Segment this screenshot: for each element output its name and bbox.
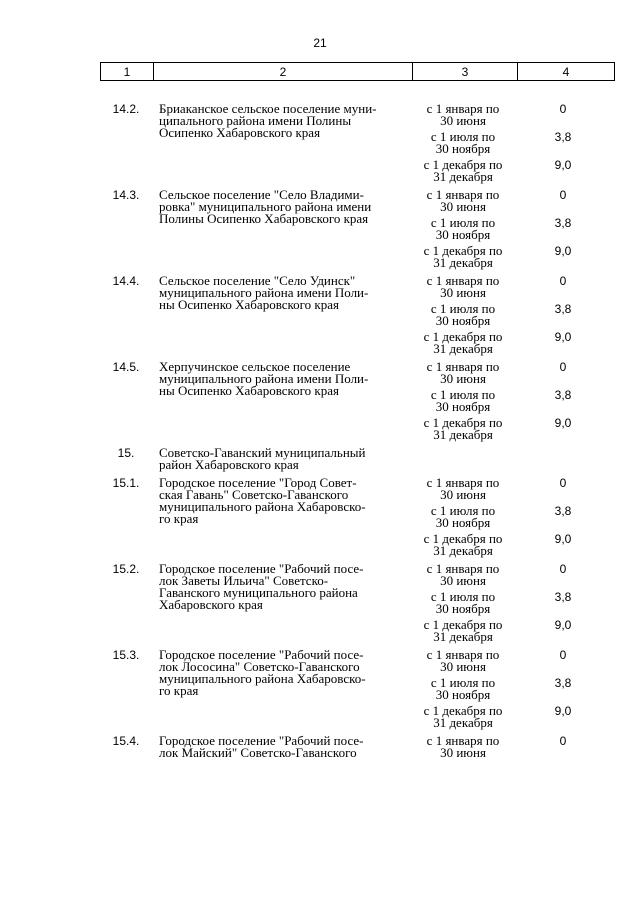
period-label-line: 30 ноября [435,687,491,702]
settlement-name [152,361,411,397]
period-label-line: 30 июня [440,371,486,386]
settlement-name-line: Херпучинское сельское поселение [159,359,351,374]
table-row [100,361,610,441]
period-label [411,389,515,413]
period-list [411,103,611,183]
column-number-1: 1 [101,63,154,81]
table-row [100,477,610,557]
settlement-name [152,189,411,225]
settlement-name-line: го края [159,511,199,526]
period-label-line: с 1 января по [426,273,500,288]
period-row [411,591,611,615]
rate-value: 9,0 [554,532,572,546]
period-label-line: с 1 июля по [430,215,496,230]
rate-value: 3,8 [554,590,572,604]
period-label [411,477,515,501]
period-label-line: с 1 января по [426,561,500,576]
period-label [411,217,515,241]
settlement-name-line: Полины Осипенко Хабаровского края [159,211,369,226]
table-row [100,735,610,759]
period-row [411,389,611,413]
period-label-line: 31 декабря [433,169,493,184]
period-row [411,361,611,385]
row-number: 15. [117,446,135,460]
period-label-line: с 1 декабря по [423,329,503,344]
row-number: 14.4. [112,274,140,288]
period-list [411,735,611,759]
period-label-line: с 1 декабря по [423,157,503,172]
period-label-line: с 1 декабря по [423,415,503,430]
period-row [411,245,611,269]
period-list [411,361,611,441]
period-row [411,275,611,299]
table-body [100,103,610,765]
period-label-line: 30 июня [440,285,486,300]
period-label [411,417,515,441]
rate-value: 0 [559,734,567,748]
row-number: 15.2. [112,562,140,576]
settlement-name-line: Хабаровского края [159,597,263,612]
settlement-name [152,563,411,611]
page-number: 21 [313,36,327,50]
table-header [100,62,615,81]
period-row [411,217,611,241]
column-number-2: 2 [154,63,413,81]
rate-value: 9,0 [554,704,572,718]
rate-value: 3,8 [554,130,572,144]
rate-value: 3,8 [554,504,572,518]
settlement-name-line: Бриаканское сельское поселение муни- [159,101,377,116]
settlement-name [152,735,411,759]
period-row [411,189,611,213]
period-label [411,361,515,385]
period-label-line: 30 ноября [435,399,491,414]
period-label [411,533,515,557]
period-row [411,735,611,759]
rate-value: 3,8 [554,388,572,402]
column-number-4: 4 [518,63,615,81]
period-label-line: 31 декабря [433,255,493,270]
row-number: 14.3. [112,188,140,202]
period-label-line: с 1 июля по [430,589,496,604]
period-label-line: с 1 января по [426,359,500,374]
settlement-name-line: муниципального района имени Поли- [159,371,369,386]
period-label-line: с 1 июля по [430,387,496,402]
settlement-name-line: лок Лососина" Советско-Гаванского [159,659,360,674]
settlement-name-line: ны Осипенко Хабаровского края [159,383,340,398]
period-label-line: с 1 января по [426,101,500,116]
settlement-name-line: Городское поселение "Рабочий посе- [159,647,364,662]
period-label [411,303,515,327]
settlement-name-line: район Хабаровского края [159,457,299,472]
settlement-name-line: Городское поселение "Рабочий посе- [159,733,364,748]
period-label-line: 30 июня [440,573,486,588]
settlement-name-line: ны Осипенко Хабаровского края [159,297,340,312]
settlement-name-line: Советско-Гаванский муниципальный [159,445,366,460]
period-row [411,505,611,529]
row-number: 14.2. [112,102,140,116]
table-row [100,189,610,269]
period-label-line: с 1 июля по [430,503,496,518]
period-list [411,649,611,729]
rate-value: 3,8 [554,216,572,230]
period-label-line: 31 декабря [433,629,493,644]
rate-value: 3,8 [554,676,572,690]
settlement-name-line: ципального района имени Полины [159,113,352,128]
period-label [411,649,515,673]
settlement-name [152,477,411,525]
rate-value: 0 [559,274,567,288]
table-row [100,447,610,471]
settlement-name-line: муниципального района имени Поли- [159,285,369,300]
period-label [411,275,515,299]
settlement-name [152,275,411,311]
settlement-name-line: Гаванского муниципального района [159,585,358,600]
period-label-line: 31 декабря [433,427,493,442]
period-label [411,189,515,213]
table-row [100,103,610,183]
period-label-line: с 1 декабря по [423,703,503,718]
settlement-name-line: Осипенко Хабаровского края [159,125,321,140]
period-label-line: 30 ноября [435,141,491,156]
rate-value: 3,8 [554,302,572,316]
period-list [411,477,611,557]
period-label-line: с 1 декабря по [423,243,503,258]
period-label-line: 31 декабря [433,543,493,558]
settlement-name [152,103,411,139]
period-label [411,619,515,643]
period-row [411,303,611,327]
period-label [411,131,515,155]
period-label-line: 30 июня [440,659,486,674]
period-label-line: 30 ноября [435,313,491,328]
row-number: 15.4. [112,734,140,748]
period-label-line: с 1 июля по [430,675,496,690]
rate-value: 0 [559,102,567,116]
period-label [411,563,515,587]
period-label-line: с 1 июля по [430,129,496,144]
table-row [100,649,610,729]
period-label-line: 30 ноября [435,227,491,242]
settlement-name-line: Сельское поселение "Село Владими- [159,187,364,202]
settlement-name-line: Городское поселение "Рабочий посе- [159,561,364,576]
rate-value: 0 [559,188,567,202]
column-number-3: 3 [413,63,518,81]
settlement-name-line: муниципального района Хабаровско- [159,671,366,686]
period-label [411,103,515,127]
period-row [411,477,611,501]
period-row [411,159,611,183]
rate-value: 9,0 [554,330,572,344]
period-label-line: 30 июня [440,487,486,502]
period-label-line: 30 ноября [435,515,491,530]
settlement-name-line: муниципального района Хабаровско- [159,499,366,514]
period-label [411,591,515,615]
period-label [411,159,515,183]
period-label-line: с 1 января по [426,647,500,662]
period-row [411,677,611,701]
row-number: 15.1. [112,476,140,490]
period-label-line: с 1 января по [426,475,500,490]
period-row [411,619,611,643]
period-row [411,131,611,155]
period-row [411,563,611,587]
settlement-name-line: лок Заветы Ильича" Советско- [159,573,329,588]
period-row [411,103,611,127]
period-label [411,677,515,701]
rate-value: 9,0 [554,416,572,430]
rate-value: 0 [559,476,567,490]
period-row [411,331,611,355]
period-label [411,331,515,355]
period-label [411,245,515,269]
rate-value: 0 [559,360,567,374]
settlement-name-line: ровка" муниципального района имени [159,199,372,214]
period-label-line: с 1 января по [426,187,500,202]
period-row [411,649,611,673]
period-label-line: с 1 июля по [430,301,496,316]
rate-value: 9,0 [554,158,572,172]
period-row [411,417,611,441]
period-list [411,189,611,269]
period-label [411,705,515,729]
period-list [411,563,611,643]
period-label [411,505,515,529]
period-label-line: с 1 декабря по [423,531,503,546]
settlement-name-line: Сельское поселение "Село Удинск" [159,273,356,288]
period-row [411,533,611,557]
period-label-line: с 1 января по [426,733,500,748]
row-number: 15.3. [112,648,140,662]
period-label-line: 30 ноября [435,601,491,616]
period-label-line: 30 июня [440,199,486,214]
period-label-line: 30 июня [440,745,486,760]
row-number: 14.5. [112,360,140,374]
period-label-line: 31 декабря [433,341,493,356]
table-row [100,275,610,355]
period-label-line: с 1 декабря по [423,617,503,632]
settlement-name-line: Городское поселение "Город Совет- [159,475,357,490]
period-label [411,735,515,759]
period-label-line: 30 июня [440,113,486,128]
rate-value: 9,0 [554,618,572,632]
period-row [411,705,611,729]
rate-value: 9,0 [554,244,572,258]
settlement-name-line: ская Гавань" Советско-Гаванского [159,487,349,502]
settlement-name-line: го края [159,683,199,698]
settlement-name [152,447,411,471]
settlement-name-line: лок Майский" Советско-Гаванского [159,745,357,760]
rate-value: 0 [559,648,567,662]
rate-value: 0 [559,562,567,576]
table-row [100,563,610,643]
settlement-name [152,649,411,697]
period-label-line: 31 декабря [433,715,493,730]
period-list [411,275,611,355]
